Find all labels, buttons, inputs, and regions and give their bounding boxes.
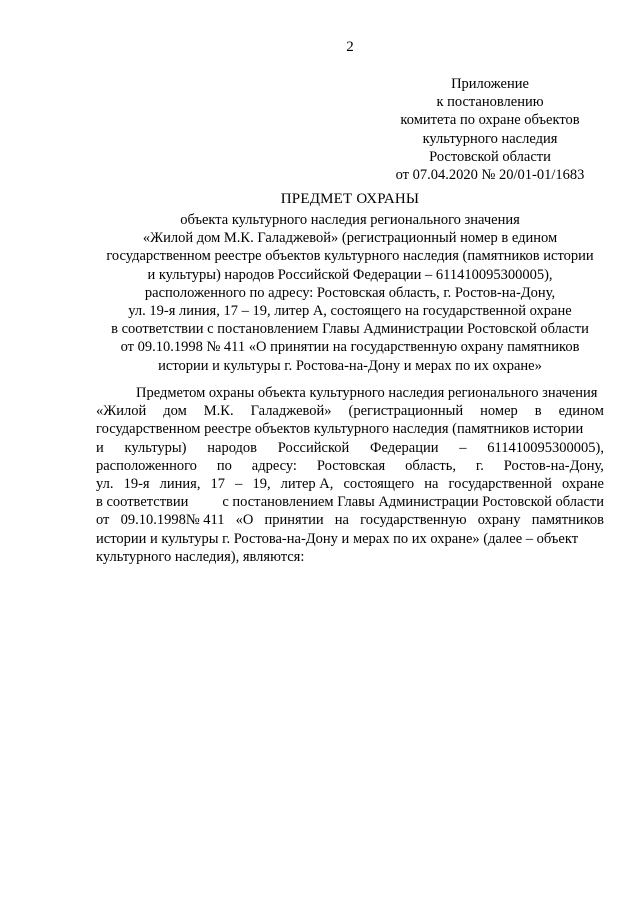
appendix-line: Ростовской области bbox=[429, 148, 551, 165]
body-word: 09.10.1998№ 411 bbox=[120, 512, 225, 529]
body-word: ул. bbox=[96, 476, 114, 493]
body-word: государственной bbox=[448, 476, 552, 493]
body-word: Ростов-на-Дону, bbox=[503, 457, 604, 474]
body-word: номер bbox=[480, 403, 518, 420]
document-subtitle bbox=[60, 211, 640, 375]
body-word: Федерации bbox=[370, 439, 439, 456]
appendix-line: культурного наследия bbox=[422, 130, 558, 147]
body-word: область, bbox=[405, 457, 457, 474]
subtitle-line: ул. 19-я линия, 17 – 19, литер А, состоящего на государственной охране bbox=[128, 303, 572, 320]
body-word: охрану bbox=[477, 512, 521, 529]
body-word: государственную bbox=[360, 512, 467, 529]
body-line bbox=[96, 439, 604, 457]
appendix-block bbox=[375, 75, 605, 184]
body-word: литер А, bbox=[280, 476, 334, 493]
body-paragraph bbox=[96, 384, 604, 566]
body-line bbox=[96, 548, 604, 566]
body-word: от bbox=[96, 512, 110, 529]
body-word: г. bbox=[475, 457, 484, 474]
body-line bbox=[96, 402, 604, 420]
body-word: с постановлением Главы Администрации Ростовской области bbox=[222, 494, 604, 511]
page-number: 2 bbox=[346, 39, 354, 55]
body-word: 19-я bbox=[123, 476, 150, 493]
body-word: «Жилой bbox=[96, 403, 147, 420]
appendix-line: к постановлению bbox=[436, 94, 544, 111]
body-word: – bbox=[235, 476, 243, 493]
body-word: «О bbox=[235, 512, 254, 529]
body-word: расположенного bbox=[96, 457, 197, 474]
body-word: в bbox=[534, 403, 542, 420]
body-word: дом bbox=[163, 403, 187, 420]
body-word: народов bbox=[207, 439, 258, 456]
body-line bbox=[96, 420, 604, 438]
document-title: ПРЕДМЕТ ОХРАНЫ bbox=[280, 191, 420, 207]
body-word: на bbox=[334, 512, 349, 529]
subtitle-line: расположенного по адресу: Ростовская область, г. Ростов-на-Дону, bbox=[144, 284, 556, 301]
body-line bbox=[96, 384, 604, 402]
body-word: едином bbox=[558, 403, 604, 420]
body-word: охране bbox=[561, 476, 604, 493]
body-word: государственном реестре объектов культурного наследия (памятников истории bbox=[96, 421, 584, 438]
subtitle-line: в соответствии с постановлением Главы Администрации Ростовской области bbox=[111, 321, 589, 338]
body-word: линия, bbox=[159, 476, 201, 493]
body-word: М.К. bbox=[203, 403, 234, 420]
body-line bbox=[96, 475, 604, 493]
body-line bbox=[96, 511, 604, 529]
appendix-line: Приложение bbox=[451, 76, 529, 92]
body-line bbox=[96, 457, 604, 475]
body-word: 19, bbox=[252, 476, 271, 493]
body-word: в соответствии bbox=[96, 494, 189, 511]
subtitle-line: истории и культуры г. Ростова-на-Дону и мерах по их охране» bbox=[158, 357, 542, 374]
body-word: Предметом охраны объекта культурного наследия регионального значения bbox=[136, 385, 598, 401]
body-word: и bbox=[96, 439, 104, 456]
subtitle-line: государственном реестре объектов культурного наследия (памятников истории bbox=[106, 248, 594, 265]
body-line bbox=[96, 493, 604, 511]
subtitle-line: и культуры) народов Российской Федерации – 611410095300005), bbox=[147, 266, 553, 283]
body-word: истории и культуры г. Ростова-на-Дону и мерах по их охране» (далее – объект bbox=[96, 530, 579, 547]
body-word: памятников bbox=[531, 512, 604, 529]
body-word: адресу: bbox=[251, 457, 297, 474]
body-word: Галаджевой» bbox=[250, 403, 332, 420]
body-word: 17 bbox=[210, 476, 226, 493]
subtitle-line: от 09.10.1998 № 411 «О принятии на государственную охрану памятников bbox=[120, 339, 580, 356]
body-word: культурного наследия), являются: bbox=[96, 548, 305, 565]
body-word: Российской bbox=[277, 439, 350, 456]
body-word: принятии bbox=[264, 512, 324, 529]
body-word: состоящего bbox=[343, 476, 415, 493]
body-word: (регистрационный bbox=[348, 403, 464, 420]
subtitle-line: «Жилой дом М.К. Галаджевой» (регистрационный номер в едином bbox=[142, 230, 558, 247]
appendix-line: от 07.04.2020 № 20/01-01/1683 bbox=[395, 167, 585, 184]
body-word: культуры) bbox=[124, 439, 187, 456]
subtitle-line: объекта культурного наследия регионального значения bbox=[180, 212, 520, 228]
body-word: – bbox=[459, 439, 467, 456]
body-word: по bbox=[216, 457, 232, 474]
appendix-line: комитета по охране объектов bbox=[400, 112, 580, 129]
body-word: 611410095300005), bbox=[487, 439, 604, 456]
body-word: Ростовская bbox=[316, 457, 386, 474]
body-line bbox=[96, 530, 604, 548]
body-word: на bbox=[424, 476, 439, 493]
